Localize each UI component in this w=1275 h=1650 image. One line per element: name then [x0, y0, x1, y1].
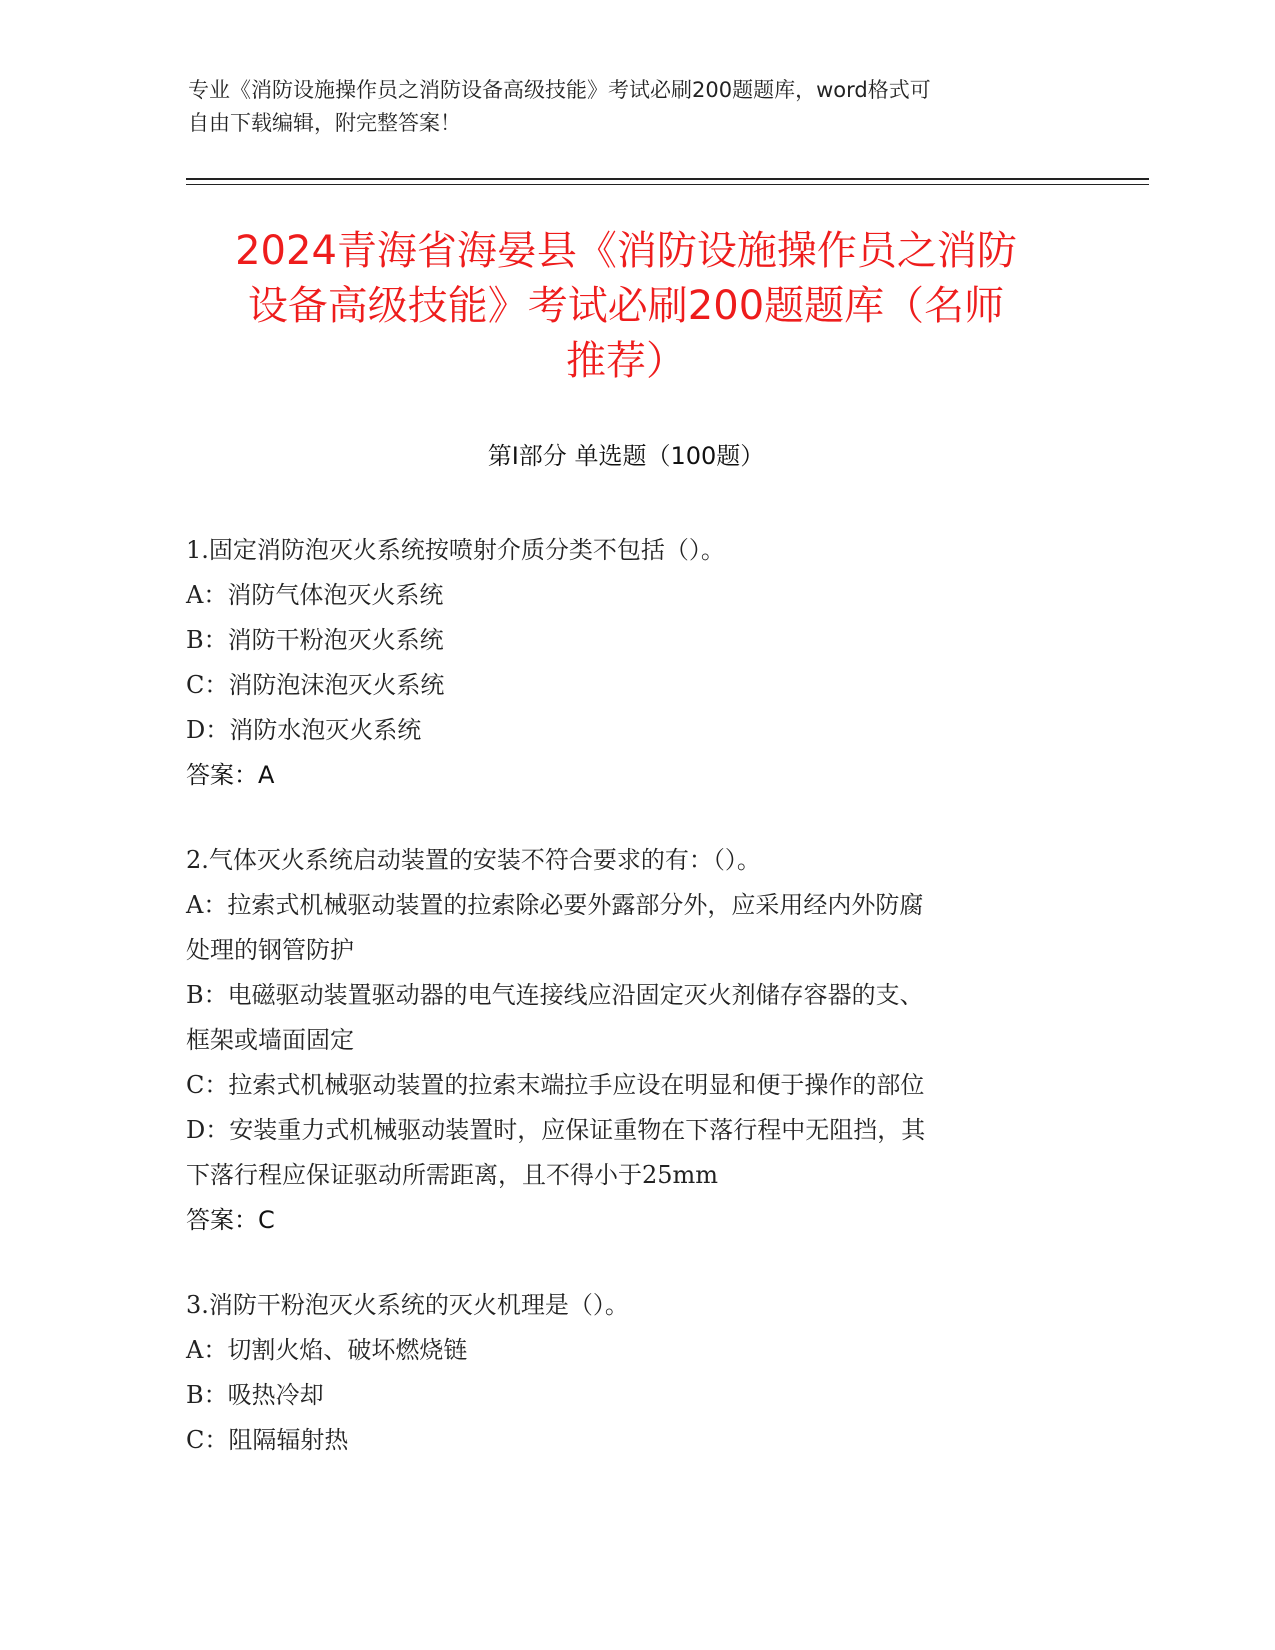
document-header: [188, 74, 1068, 140]
header-line-1: 专业《消防设施操作员之消防设备高级技能》考试必刷200题题库，word格式可: [188, 78, 931, 102]
option-a: A：拉索式机械驱动装置的拉索除必要外露部分外，应采用经内外防腐: [186, 891, 924, 919]
option-b: B：电磁驱动装置驱动器的电气连接线应沿固定灭火剂储存容器的支、: [186, 981, 924, 1009]
question-3: [186, 1283, 1076, 1463]
document-title: [186, 224, 1066, 389]
option-d: D：消防水泡灭火系统: [186, 716, 422, 744]
option-c: C：阻隔辐射热: [186, 1426, 349, 1454]
question-list: [186, 528, 1076, 1503]
section-heading: 第Ⅰ部分 单选题（100题）: [487, 442, 765, 470]
option-a: A：消防气体泡灭火系统: [186, 581, 444, 609]
title-line-1: 2024青海省海晏县《消防设施操作员之消防: [235, 228, 1017, 274]
option-d-continued: 下落行程应保证驱动所需距离，且不得小于25mm: [186, 1161, 719, 1189]
answer-line: 答案：C: [186, 1206, 275, 1234]
option-b-continued: 框架或墙面固定: [186, 1026, 354, 1054]
question-stem: 1.固定消防泡灭火系统按喷射介质分类不包括（）。: [186, 536, 725, 564]
option-c: C：消防泡沫泡灭火系统: [186, 671, 445, 699]
question-2: [186, 838, 1076, 1243]
option-b: B：吸热冷却: [186, 1381, 324, 1409]
option-a-continued: 处理的钢管防护: [186, 936, 354, 964]
title-line-2: 设备高级技能》考试必刷200题题库（名师: [247, 283, 1005, 329]
header-line-2: 自由下载编辑，附完整答案！: [188, 111, 461, 135]
option-c: C：拉索式机械驱动装置的拉索末端拉手应设在明显和便于操作的部位: [186, 1071, 925, 1099]
option-a: A：切割火焰、破坏燃烧链: [186, 1336, 468, 1364]
answer-line: 答案：A: [186, 761, 275, 789]
option-d: D：安装重力式机械驱动装置时，应保证重物在下落行程中无阻挡，其: [186, 1116, 926, 1144]
question-1: [186, 528, 1076, 798]
header-divider-thick: [186, 178, 1149, 180]
question-stem: 2.气体灭火系统启动装置的安装不符合要求的有：（）。: [186, 846, 761, 874]
title-line-3: 推荐）: [566, 338, 686, 384]
header-divider-thin: [186, 184, 1149, 185]
question-stem: 3.消防干粉泡灭火系统的灭火机理是（）。: [186, 1291, 629, 1319]
option-b: B：消防干粉泡灭火系统: [186, 626, 444, 654]
